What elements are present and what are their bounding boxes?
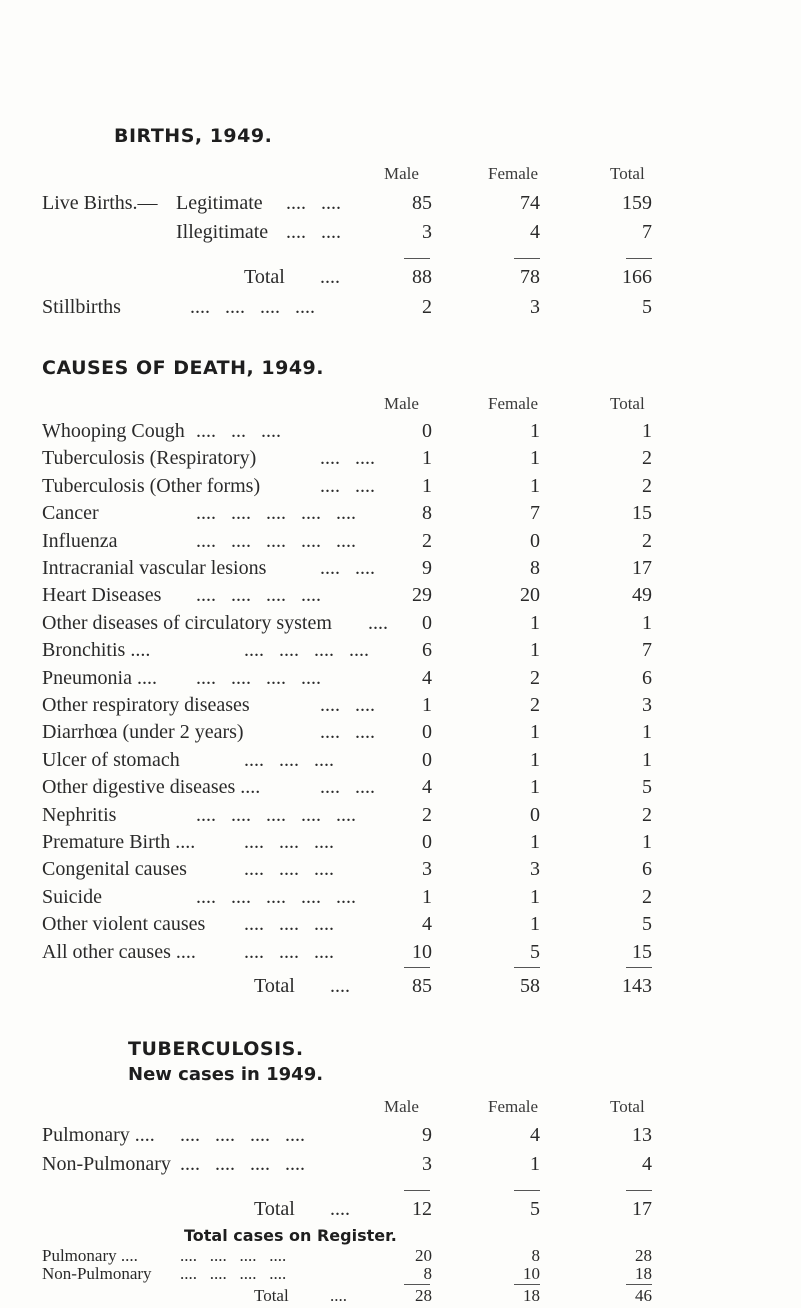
row-total-value: 1: [642, 721, 652, 744]
tb-col-total: Total: [610, 1097, 645, 1116]
row-leader-dots: .... .... .... ....: [244, 639, 369, 662]
row-female-value: 1: [530, 831, 540, 853]
row-label: Whooping Cough: [42, 420, 185, 442]
deaths-row: [0, 584, 801, 610]
row-male-value: 0: [422, 831, 432, 853]
births-col-male: Male: [384, 164, 419, 183]
row-female-value: 1: [530, 447, 540, 470]
row-female-value: 1: [530, 913, 540, 936]
row-female-value: 3: [530, 858, 540, 881]
deaths-col-male: Male: [384, 394, 419, 413]
tb-reg-row: [0, 1286, 801, 1308]
row-label: Non-Pulmonary: [42, 1264, 152, 1283]
row-male-value: 85: [412, 975, 432, 997]
row-leader-dots: .... ... ....: [196, 420, 281, 442]
deaths-row: [0, 721, 801, 747]
row-total-value: 7: [642, 639, 652, 662]
deaths-col-female: Female: [488, 394, 539, 413]
row-label: Diarrhœa (under 2 years): [42, 721, 244, 744]
row-male-value: 4: [422, 776, 432, 799]
row-total-value: 46: [635, 1286, 652, 1305]
row-female-value: 8: [530, 557, 540, 579]
deaths-col-total: Total: [610, 394, 645, 413]
deaths-row: [0, 831, 801, 857]
row-total-value: 6: [642, 666, 652, 689]
tb-col-male: Male: [384, 1097, 419, 1116]
row-leader-dots: .... .... .... .... ....: [196, 885, 356, 908]
tb-new-sum-rule: [404, 1190, 430, 1191]
row-female-value: 4: [530, 1124, 540, 1146]
row-male-value: 3: [422, 1153, 432, 1175]
tb-reg-row: [0, 1264, 801, 1286]
row-female-value: 10: [523, 1264, 540, 1283]
births-row: [0, 192, 801, 218]
tb-new-sum-rule: [514, 1190, 540, 1191]
deaths-row: [0, 502, 801, 528]
row-total-value: 1: [642, 831, 652, 853]
births-sum-rule: [626, 258, 652, 259]
row-total-value: 6: [642, 858, 652, 881]
row-label: Legitimate: [176, 192, 263, 214]
row-label: Pulmonary ....: [42, 1246, 138, 1265]
row-leader-dots: .... ....: [286, 221, 341, 243]
row-female-value: 20: [520, 584, 540, 607]
row-label: Illegitimate: [176, 221, 269, 243]
row-female-value: 8: [531, 1246, 540, 1265]
row-leader-dots: .... .... .... ....: [180, 1264, 287, 1283]
row-label: Other violent causes: [42, 913, 206, 936]
row-male-value: 1: [422, 474, 432, 497]
row-total-value: 17: [632, 557, 652, 579]
row-male-value: 28: [415, 1286, 432, 1305]
deaths-row: [0, 557, 801, 583]
row-total-value: 5: [642, 913, 652, 936]
deaths-row: [0, 612, 801, 638]
row-male-value: 8: [422, 502, 432, 525]
row-total-value: 28: [635, 1246, 652, 1265]
births-sum-rule: [514, 258, 540, 259]
row-leader-dots: .... .... .... .... ....: [196, 529, 356, 552]
row-label: Intracranial vascular lesions: [42, 557, 267, 579]
row-label: Pulmonary ....: [42, 1124, 155, 1146]
row-label: Stillbirths: [42, 296, 121, 318]
deaths-row: [0, 804, 801, 830]
deaths-row: [0, 975, 801, 1001]
row-male-value: 29: [412, 584, 432, 607]
tb-new-row: [0, 1198, 801, 1224]
row-label: Total: [254, 975, 295, 997]
row-leader-dots: .... .... ....: [244, 831, 334, 853]
row-label: Cancer: [42, 502, 99, 525]
row-leader-dots: .... .... ....: [244, 913, 334, 936]
row-label: Total: [254, 1286, 289, 1305]
row-total-value: 13: [632, 1124, 652, 1146]
row-total-value: 49: [632, 584, 652, 607]
deaths-row: [0, 667, 801, 693]
row-label: Tuberculosis (Other forms): [42, 474, 261, 497]
births-row: [0, 221, 801, 247]
deaths-row: [0, 694, 801, 720]
tb-reg-sum-rule: [514, 1284, 540, 1285]
row-leader-dots: .... .... ....: [244, 858, 334, 881]
row-leader-dots: ....: [330, 1198, 350, 1220]
row-label: All other causes ....: [42, 940, 196, 963]
row-female-value: 1: [530, 721, 540, 744]
row-label: Total: [244, 266, 285, 288]
row-total-value: 15: [632, 940, 652, 963]
row-female-value: 1: [530, 611, 540, 634]
row-female-value: 1: [530, 474, 540, 497]
live-births-prefix: Live Births.—: [42, 192, 158, 214]
row-total-value: 1: [642, 748, 652, 771]
row-total-value: 3: [642, 694, 652, 716]
deaths-sum-rule: [514, 967, 540, 968]
row-female-value: 1: [530, 748, 540, 771]
tb-new-row: [0, 1124, 801, 1150]
row-female-value: 0: [530, 529, 540, 552]
row-male-value: 2: [422, 296, 432, 318]
row-total-value: 166: [622, 266, 652, 288]
row-leader-dots: .... .... .... .... ....: [196, 803, 356, 826]
deaths-row: [0, 913, 801, 939]
row-leader-dots: .... ....: [320, 694, 375, 716]
row-leader-dots: .... ....: [320, 557, 375, 579]
row-female-value: 5: [530, 1198, 540, 1220]
row-female-value: 1: [530, 1153, 540, 1175]
tb-reg-sum-rule: [626, 1284, 652, 1285]
row-label: Suicide: [42, 885, 102, 908]
row-female-value: 58: [520, 975, 540, 997]
births-row: [0, 266, 801, 292]
row-leader-dots: .... ....: [320, 474, 375, 497]
row-female-value: 1: [530, 776, 540, 799]
births-sum-rule: [404, 258, 430, 259]
row-label: Bronchitis ....: [42, 639, 151, 662]
row-total-value: 5: [642, 776, 652, 799]
row-male-value: 9: [422, 1124, 432, 1146]
row-total-value: 18: [635, 1264, 652, 1283]
row-leader-dots: .... .... ....: [244, 940, 334, 963]
deaths-row: [0, 886, 801, 912]
row-male-value: 4: [422, 666, 432, 689]
deaths-row: [0, 639, 801, 665]
row-leader-dots: .... .... .... ....: [190, 296, 315, 318]
row-label: Non-Pulmonary: [42, 1153, 171, 1175]
births-col-total: Total: [610, 164, 645, 183]
row-male-value: 3: [422, 858, 432, 881]
row-male-value: 4: [422, 913, 432, 936]
births-heading: BIRTHS, 1949.: [114, 125, 273, 147]
row-label: Ulcer of stomach: [42, 748, 180, 771]
row-leader-dots: .... ....: [320, 776, 375, 799]
row-male-value: 2: [422, 529, 432, 552]
row-female-value: 0: [530, 803, 540, 826]
tb-new-sum-rule: [626, 1190, 652, 1191]
row-female-value: 2: [530, 694, 540, 716]
deaths-row: [0, 858, 801, 884]
row-female-value: 5: [530, 940, 540, 963]
row-total-value: 1: [642, 611, 652, 634]
row-label: Influenza: [42, 529, 118, 552]
row-female-value: 7: [530, 502, 540, 525]
deaths-row: [0, 420, 801, 446]
deaths-row: [0, 447, 801, 473]
deaths-row: [0, 941, 801, 967]
row-male-value: 2: [422, 803, 432, 826]
row-female-value: 1: [530, 639, 540, 662]
row-leader-dots: .... ....: [320, 721, 375, 744]
deaths-row: [0, 776, 801, 802]
row-male-value: 6: [422, 639, 432, 662]
row-male-value: 8: [423, 1264, 432, 1283]
row-leader-dots: .... .... ....: [244, 748, 334, 771]
row-label: Other digestive diseases ....: [42, 776, 261, 799]
row-total-value: 2: [642, 885, 652, 908]
row-total-value: 159: [622, 192, 652, 214]
row-leader-dots: .... .... .... .... ....: [196, 502, 356, 525]
row-male-value: 0: [422, 721, 432, 744]
row-total-value: 7: [642, 221, 652, 243]
row-female-value: 1: [530, 420, 540, 442]
tb-heading: TUBERCULOSIS.: [128, 1038, 304, 1060]
row-male-value: 10: [412, 940, 432, 963]
row-label: Tuberculosis (Respiratory): [42, 447, 257, 470]
row-female-value: 1: [530, 885, 540, 908]
row-label: Other respiratory diseases: [42, 694, 250, 716]
tb-subheading: New cases in 1949.: [128, 1064, 324, 1085]
row-leader-dots: .... .... .... ....: [180, 1153, 305, 1175]
row-leader-dots: ....: [330, 975, 350, 997]
row-male-value: 1: [422, 885, 432, 908]
row-male-value: 85: [412, 192, 432, 214]
row-label: Premature Birth ....: [42, 831, 196, 853]
row-leader-dots: ....: [330, 1286, 347, 1305]
row-leader-dots: ....: [368, 611, 388, 634]
row-total-value: 15: [632, 502, 652, 525]
row-male-value: 3: [422, 221, 432, 243]
row-label: Pneumonia ....: [42, 666, 157, 689]
row-leader-dots: .... .... .... ....: [196, 584, 321, 607]
row-total-value: 143: [622, 975, 652, 997]
row-total-value: 4: [642, 1153, 652, 1175]
row-female-value: 18: [523, 1286, 540, 1305]
row-label: Heart Diseases: [42, 584, 162, 607]
row-leader-dots: .... .... .... ....: [180, 1124, 305, 1146]
row-total-value: 17: [632, 1198, 652, 1220]
deaths-row: [0, 530, 801, 556]
deaths-sum-rule: [626, 967, 652, 968]
births-col-female: Female: [488, 164, 539, 183]
tb-reg-sum-rule: [404, 1284, 430, 1285]
row-leader-dots: .... .... .... ....: [196, 666, 321, 689]
row-leader-dots: .... ....: [286, 192, 341, 214]
row-total-value: 2: [642, 474, 652, 497]
row-female-value: 74: [520, 192, 540, 214]
row-total-value: 1: [642, 420, 652, 442]
tb-new-row: [0, 1153, 801, 1179]
row-male-value: 20: [415, 1246, 432, 1265]
row-male-value: 0: [422, 420, 432, 442]
row-label: Congenital causes: [42, 858, 187, 881]
row-leader-dots: ....: [320, 266, 340, 288]
row-male-value: 0: [422, 748, 432, 771]
row-female-value: 3: [530, 296, 540, 318]
row-leader-dots: .... ....: [320, 447, 375, 470]
row-total-value: 2: [642, 529, 652, 552]
row-female-value: 2: [530, 666, 540, 689]
births-row: [0, 296, 801, 322]
row-total-value: 5: [642, 296, 652, 318]
row-male-value: 1: [422, 447, 432, 470]
row-total-value: 2: [642, 447, 652, 470]
row-leader-dots: .... .... .... ....: [180, 1246, 287, 1265]
deaths-row: [0, 475, 801, 501]
row-male-value: 0: [422, 611, 432, 634]
row-total-value: 2: [642, 803, 652, 826]
row-male-value: 12: [412, 1198, 432, 1220]
tb-col-female: Female: [488, 1097, 539, 1116]
register-heading: Total cases on Register.: [184, 1226, 397, 1245]
row-male-value: 88: [412, 266, 432, 288]
row-label: Total: [254, 1198, 295, 1220]
row-male-value: 1: [422, 694, 432, 716]
deaths-heading: CAUSES OF DEATH, 1949.: [42, 357, 324, 379]
row-male-value: 9: [422, 557, 432, 579]
row-label: Other diseases of circulatory system: [42, 611, 332, 634]
row-label: Nephritis: [42, 803, 117, 826]
deaths-sum-rule: [404, 967, 430, 968]
row-female-value: 4: [530, 221, 540, 243]
row-female-value: 78: [520, 266, 540, 288]
deaths-row: [0, 749, 801, 775]
